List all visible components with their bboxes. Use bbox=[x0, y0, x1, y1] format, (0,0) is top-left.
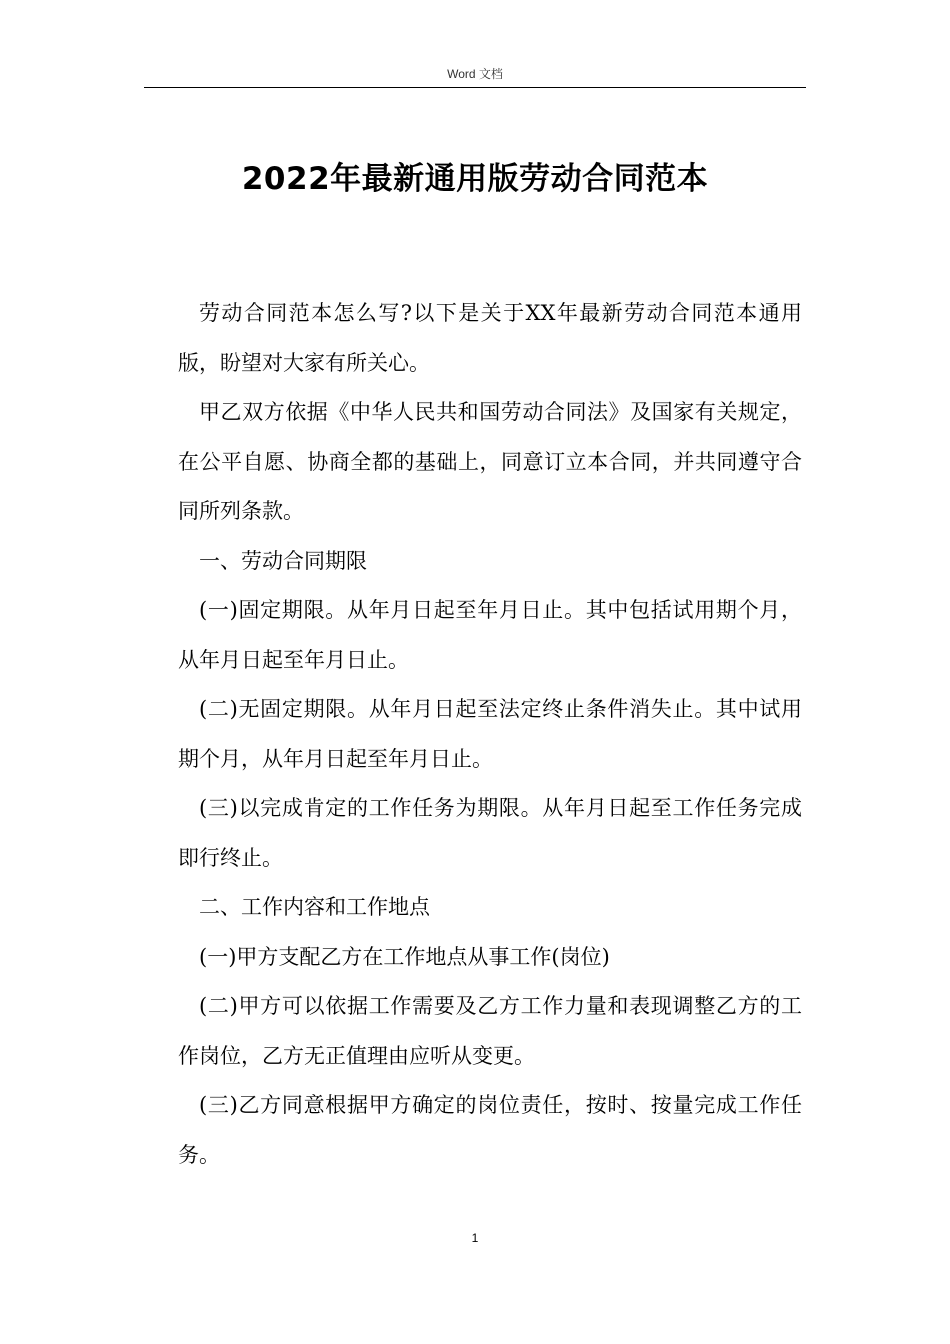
clause-fixed-term: (一)固定期限。从年月日起至年月日止。其中包括试用期个月，从年月日起至年月日止。 bbox=[178, 598, 802, 672]
document-body bbox=[178, 289, 802, 1180]
paragraph-intro: 劳动合同范本怎么写?以下是关于XX年最新劳动合同范本通用版，盼望对大家有所关心。 bbox=[178, 301, 802, 375]
section-heading-contract-term: 一、劳动合同期限 bbox=[199, 548, 367, 573]
clause-task-term: (三)以完成肯定的工作任务为期限。从年月日起至工作任务完成即行终止。 bbox=[178, 796, 802, 870]
section-heading-work-content: 二、工作内容和工作地点 bbox=[199, 895, 430, 919]
clause-open-term: (二)无固定期限。从年月日起至法定终止条件消失止。其中试用期个月，从年月日起至年月日止。 bbox=[178, 697, 802, 771]
header-divider bbox=[144, 87, 806, 88]
clause-job-duties: (三)乙方同意根据甲方确定的岗位责任，按时、按量完成工作任务。 bbox=[178, 1093, 802, 1167]
paragraph-preamble: 甲乙双方依据《中华人民共和国劳动合同法》及国家有关规定，在公平自愿、协商全都的基础上，同意订立本合同，并共同遵守合同所列条款。 bbox=[178, 400, 802, 523]
page-number: 1 bbox=[471, 1231, 479, 1245]
document-title: 2022年最新通用版劳动合同范本 bbox=[241, 161, 709, 197]
clause-work-assignment: (一)甲方支配乙方在工作地点从事工作(岗位) bbox=[199, 944, 610, 969]
clause-position-adjustment: (二)甲方可以依据工作需要及乙方工作力量和表现调整乙方的工作岗位，乙方无正值理由应听从变更。 bbox=[178, 994, 802, 1068]
page-header: Word 文档 bbox=[447, 67, 503, 81]
